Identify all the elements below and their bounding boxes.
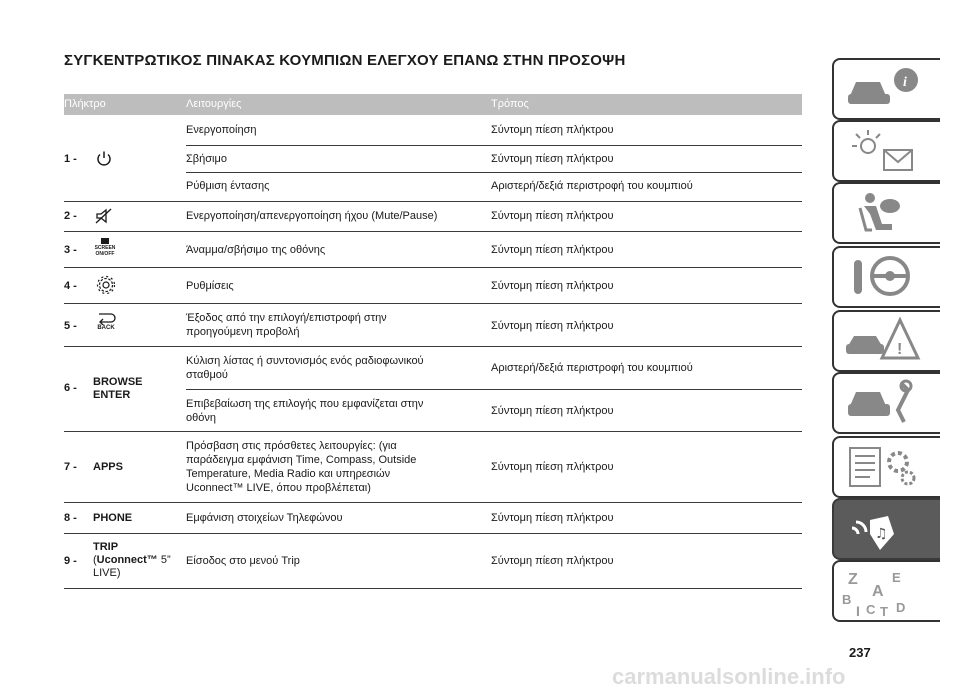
page-number: 237 (849, 645, 871, 660)
screen-label: SCREEN (94, 245, 116, 251)
svg-text:B: B (842, 592, 852, 607)
multimedia-icon (842, 504, 922, 554)
tab-steering[interactable] (832, 246, 940, 308)
svg-text:C: C (866, 602, 876, 616)
function-text: Άναμμα/σβήσιμο της οθόνης (186, 244, 326, 256)
function-text: Uconnect™ LIVE, όπου προβλέπεται) (186, 482, 371, 494)
tab-service[interactable] (832, 372, 940, 434)
svg-text:D: D (896, 600, 906, 615)
row-number: 3 - (64, 244, 77, 256)
key-browse-enter (93, 376, 143, 402)
function-text: Πρόσβαση στις πρόσθετες λειτουργίες: (για (186, 440, 397, 452)
key-label: Uconnect™ (96, 554, 158, 566)
row-number: 6 - (64, 382, 77, 394)
divider (186, 145, 802, 146)
function-text: Ρύθμιση έντασης (186, 180, 270, 192)
tab-airbag[interactable] (832, 182, 940, 244)
svg-text:I: I (856, 603, 860, 616)
emergency-triangle-icon (842, 316, 922, 366)
divider (64, 431, 802, 432)
key-label: BROWSE (93, 376, 143, 388)
back-label: BACK (97, 325, 115, 331)
divider (64, 502, 802, 503)
row-number: 5 - (64, 320, 77, 332)
screen-onoff-icon (93, 237, 117, 257)
method-text: Αριστερή/δεξιά περιστροφή του κουμπιού (491, 362, 693, 374)
key-label: 5” (157, 554, 171, 566)
key-label: TRIP (93, 541, 119, 553)
divider (64, 533, 802, 534)
divider (64, 346, 802, 347)
page-title: ΣΥΓΚΕΝΤΡΩΤΙΚΟΣ ΠΙΝΑΚΑΣ ΚΟΥΜΠΙΩΝ ΕΛΕΓΧΟΥ ΕΠΑΝΩ ΣΤΗΝ ΠΡΟΣΟΨΗ (64, 52, 626, 69)
specs-list-icon (842, 442, 922, 492)
function-text: Temperature, Media Radio και υπηρεσιών (186, 468, 391, 480)
row-number: 1 - (64, 153, 77, 165)
function-text: οθόνη (186, 412, 216, 424)
method-text: Σύντομη πίεση πλήκτρου (491, 124, 614, 136)
key-phone: PHONE (93, 512, 133, 524)
watermark: carmanualsonline.info (612, 664, 846, 689)
warning-lights-icon (842, 126, 922, 176)
function-text: Εμφάνιση στοιχείων Τηλεφώνου (186, 512, 343, 524)
divider (64, 267, 802, 268)
function-text: Ενεργοποίηση/απενεργοποίηση ήχου (Mute/Pause) (186, 210, 438, 222)
row-number: 4 - (64, 280, 77, 292)
function-text: Ενεργοποίηση (186, 124, 257, 136)
svg-text:Z: Z (848, 571, 858, 588)
tab-multimedia[interactable] (832, 498, 940, 560)
row-number: 8 - (64, 512, 77, 524)
function-text: Είσοδος στο μενού Trip (186, 555, 300, 567)
airbag-seat-icon (842, 188, 922, 238)
method-text: Σύντομη πίεση πλήκτρου (491, 405, 614, 417)
header-function: Λειτουργίες (186, 98, 242, 110)
function-text: Ρυθμίσεις (186, 280, 234, 292)
back-icon (93, 311, 119, 332)
tab-emergency[interactable] (832, 310, 940, 372)
power-icon (95, 150, 113, 168)
row-number: 2 - (64, 210, 77, 222)
method-text: Σύντομη πίεση πλήκτρου (491, 555, 614, 567)
tab-car-info[interactable] (832, 58, 940, 120)
tab-specs[interactable] (832, 436, 940, 498)
row-number: 7 - (64, 461, 77, 473)
divider (64, 231, 802, 232)
index-letters-icon (842, 566, 922, 616)
method-text: Σύντομη πίεση πλήκτρου (491, 512, 614, 524)
function-text: Έξοδος από την επιλογή/επιστροφή στην (186, 312, 387, 324)
divider (64, 303, 802, 304)
row-number: 9 - (64, 555, 77, 567)
key-trip (93, 541, 171, 580)
method-text: Σύντομη πίεση πλήκτρου (491, 280, 614, 292)
function-text: παράδειγμα εμφάνιση Time, Compass, Outside (186, 454, 417, 466)
method-text: Σύντομη πίεση πλήκτρου (491, 210, 614, 222)
function-text: Σβήσιμο (186, 153, 227, 165)
divider (186, 389, 802, 390)
svg-text:i: i (903, 75, 907, 90)
tab-warning-lights[interactable] (832, 120, 940, 182)
method-text: Σύντομη πίεση πλήκτρου (491, 153, 614, 165)
car-service-icon (842, 378, 922, 428)
car-info-icon (842, 64, 922, 114)
svg-text:E: E (892, 570, 901, 585)
method-text: Σύντομη πίεση πλήκτρου (491, 244, 614, 256)
divider (64, 588, 802, 589)
steering-key-icon (842, 252, 922, 302)
key-apps: APPS (93, 461, 123, 473)
svg-text:A: A (872, 583, 884, 600)
function-text: προηγούμενη προβολή (186, 326, 300, 338)
key-label: ENTER (93, 389, 131, 401)
function-text: Επιβεβαίωση της επιλογής που εμφανίζεται στην (186, 398, 424, 410)
key-label: LIVE) (93, 567, 121, 579)
header-method: Τρόπος (491, 98, 529, 110)
tab-index[interactable] (832, 560, 940, 622)
key-label (93, 554, 171, 567)
svg-text:T: T (880, 604, 888, 616)
divider (186, 172, 802, 173)
key-label: ( (93, 554, 97, 566)
function-text: σταθμού (186, 369, 228, 381)
onoff-label: ON/OFF (95, 251, 115, 257)
method-text: Σύντομη πίεση πλήκτρου (491, 320, 614, 332)
svg-text:!: ! (897, 341, 903, 358)
settings-gear-icon (95, 274, 117, 296)
divider (64, 201, 802, 202)
mute-icon (94, 207, 114, 225)
method-text: Σύντομη πίεση πλήκτρου (491, 461, 614, 473)
header-key: Πλήκτρο (64, 98, 106, 110)
function-text: Κύλιση λίστας ή συντονισμός ενός ραδιοφωνικού (186, 355, 424, 367)
method-text: Αριστερή/δεξιά περιστροφή του κουμπιού (491, 180, 693, 192)
table-header (64, 94, 802, 115)
svg-text:♫: ♫ (875, 526, 888, 542)
